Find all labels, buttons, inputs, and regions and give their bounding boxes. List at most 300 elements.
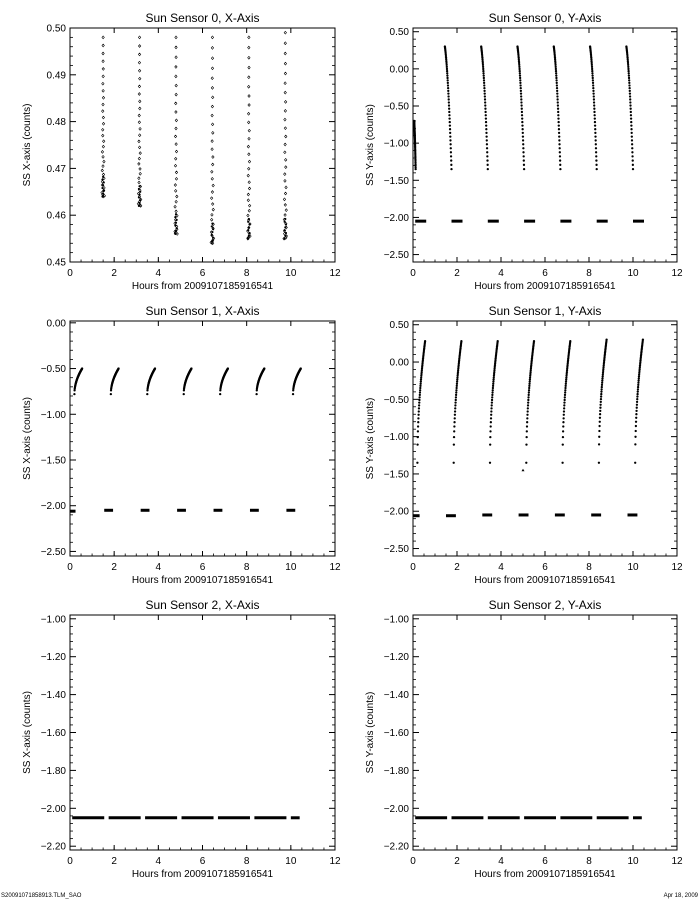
- data-point: [627, 70, 629, 72]
- data-point: [138, 36, 140, 39]
- data-point: [211, 140, 213, 143]
- data-point: [519, 77, 521, 79]
- y-tick-label: −1.00: [40, 614, 66, 626]
- data-point: [284, 173, 286, 176]
- data-point: [592, 77, 594, 79]
- data-point: [599, 413, 601, 415]
- data-point-dense: [247, 221, 249, 223]
- data-point: [446, 66, 448, 68]
- data-point: [449, 121, 451, 123]
- data-point: [598, 443, 600, 445]
- data-point: [212, 131, 214, 134]
- data-point: [175, 200, 177, 203]
- data-point: [424, 340, 426, 342]
- data-point: [418, 399, 420, 401]
- data-point: [565, 381, 567, 383]
- data-point: [600, 388, 602, 390]
- data-point: [521, 121, 523, 123]
- data-point: [522, 132, 524, 134]
- data-point: [636, 404, 638, 406]
- data-point: [212, 156, 214, 159]
- y-tick-label: −2.20: [40, 841, 66, 853]
- data-point: [211, 57, 213, 60]
- data-point: [594, 128, 596, 130]
- plot-frame: [413, 321, 677, 556]
- data-point: [174, 184, 176, 187]
- panel-3: [22, 304, 341, 586]
- data-point: [628, 84, 630, 86]
- y-tick-label: −1.40: [383, 690, 409, 702]
- data-point: [138, 177, 140, 180]
- x-tick-label: 0: [67, 268, 73, 279]
- data-point-dense: [174, 224, 176, 226]
- data-point-dense: [248, 226, 250, 228]
- data-point: [528, 389, 530, 391]
- data-point: [526, 417, 528, 419]
- data-point: [521, 117, 523, 119]
- data-point: [528, 387, 530, 389]
- data-point: [138, 146, 140, 149]
- data-point: [248, 187, 250, 190]
- x-tick-label: 4: [155, 268, 162, 279]
- data-point: [523, 164, 525, 166]
- data-point: [102, 60, 104, 63]
- data-point: [448, 108, 450, 110]
- data-point: [248, 153, 250, 156]
- data-point: [248, 104, 250, 107]
- data-point: [102, 68, 104, 71]
- data-point: [630, 108, 632, 110]
- y-tick-label: −1.60: [40, 728, 66, 739]
- data-point: [483, 84, 485, 86]
- data-point: [523, 155, 525, 157]
- data-point: [595, 155, 597, 157]
- data-point: [284, 100, 286, 103]
- data-point: [211, 36, 213, 39]
- data-point: [559, 168, 561, 170]
- data-point: [175, 93, 177, 96]
- data-point: [247, 199, 249, 202]
- data-point: [102, 103, 104, 106]
- data-point: [522, 135, 524, 137]
- data-point: [139, 107, 141, 110]
- y-tick-label: −2.00: [40, 501, 66, 513]
- data-point: [593, 98, 595, 100]
- data-point: [600, 398, 602, 400]
- data-point: [591, 72, 593, 74]
- data-point: [592, 90, 594, 92]
- y-tick-label: −2.50: [383, 544, 409, 556]
- data-point: [564, 391, 566, 393]
- data-point-dense: [248, 218, 250, 220]
- data-point-dense: [175, 213, 177, 215]
- data-point: [593, 108, 595, 110]
- data-point-dense: [247, 238, 249, 240]
- data-point: [482, 64, 484, 66]
- data-point: [417, 417, 419, 419]
- data-point: [591, 70, 593, 72]
- data-point: [492, 383, 494, 385]
- data-point-dense: [103, 190, 105, 192]
- data-point: [520, 101, 522, 103]
- data-point: [419, 387, 421, 389]
- y-tick-label: 0.46: [46, 210, 66, 222]
- y-tick-label: −2.50: [383, 250, 409, 262]
- data-point: [632, 164, 634, 166]
- y-tick-label: 0.00: [389, 357, 409, 369]
- data-point-dense: [102, 193, 104, 195]
- y-tick-label: 0.00: [389, 64, 409, 76]
- data-point: [483, 90, 485, 92]
- data-point: [632, 159, 634, 161]
- y-axis-label: SS X-axis (counts): [22, 691, 33, 774]
- x-tick-label: 10: [285, 856, 297, 867]
- data-point: [520, 104, 522, 106]
- data-point: [558, 139, 560, 141]
- panel-5: [22, 598, 341, 880]
- data-point: [564, 389, 566, 391]
- data-point: [449, 132, 451, 134]
- data-point: [629, 92, 631, 94]
- data-point: [631, 135, 633, 137]
- y-tick-label: −1.20: [40, 652, 66, 664]
- data-point: [528, 391, 530, 393]
- data-point: [487, 164, 489, 166]
- data-point: [599, 417, 601, 419]
- data-point: [456, 381, 458, 383]
- data-point-dense: [175, 222, 177, 224]
- data-point: [555, 74, 557, 76]
- data-point: [456, 379, 458, 381]
- y-tick-label: −1.50: [383, 469, 409, 481]
- data-point-dense: [285, 232, 287, 234]
- data-point: [598, 425, 600, 427]
- data-point: [634, 462, 636, 464]
- data-point: [102, 155, 104, 158]
- data-point: [454, 407, 456, 409]
- data-point: [211, 191, 213, 194]
- data-point: [599, 410, 601, 412]
- data-point: [556, 92, 558, 94]
- data-point-dense: [248, 235, 250, 237]
- data-point: [453, 425, 455, 427]
- data-point: [522, 143, 524, 145]
- data-point: [629, 95, 631, 97]
- data-point: [522, 147, 524, 149]
- data-point: [418, 396, 420, 398]
- data-point: [447, 79, 449, 81]
- y-tick-label: 0.50: [389, 320, 409, 332]
- data-point: [175, 127, 177, 130]
- data-point: [211, 77, 213, 80]
- data-point: [600, 393, 602, 395]
- data-point: [447, 84, 449, 86]
- data-point: [637, 386, 639, 388]
- data-point: [632, 168, 634, 170]
- data-point: [454, 414, 456, 416]
- data-point-dense: [285, 223, 287, 225]
- data-point: [528, 385, 530, 387]
- data-point: [564, 399, 566, 401]
- data-point: [247, 145, 249, 148]
- data-point: [595, 143, 597, 145]
- data-point: [601, 386, 603, 388]
- x-tick-label: 4: [155, 856, 162, 867]
- data-point: [521, 114, 523, 116]
- y-tick-label: 0.00: [46, 318, 66, 330]
- data-point: [248, 36, 250, 39]
- data-point: [636, 401, 638, 403]
- data-point: [175, 150, 177, 153]
- data-point: [248, 137, 250, 140]
- data-point: [102, 110, 104, 113]
- data-point: [139, 127, 141, 130]
- data-point: [102, 75, 104, 78]
- data-point: [557, 111, 559, 113]
- data-point: [447, 95, 449, 97]
- data-point: [601, 384, 603, 386]
- data-point: [420, 383, 422, 385]
- data-point: [519, 84, 521, 86]
- data-point: [558, 124, 560, 126]
- data-point: [102, 36, 104, 39]
- data-point: [489, 436, 491, 438]
- data-point: [138, 140, 140, 143]
- data-point: [492, 379, 494, 381]
- x-axis-label: Hours from 2009107185916541: [131, 281, 274, 292]
- data-point: [522, 151, 524, 153]
- data-point: [454, 417, 456, 419]
- data-point: [629, 101, 631, 103]
- data-point: [564, 394, 566, 396]
- data-point: [211, 67, 213, 70]
- x-tick-label: 12: [329, 562, 341, 573]
- y-axis-label: SS X-axis (counts): [22, 397, 33, 480]
- data-point: [631, 132, 633, 134]
- data-point: [557, 101, 559, 103]
- chart-title: Sun Sensor 0, X-Axis: [145, 11, 260, 25]
- data-point: [248, 209, 250, 212]
- data-point: [175, 46, 177, 49]
- x-axis-label: Hours from 2009107185916541: [131, 869, 274, 880]
- y-tick-label: −0.50: [383, 101, 409, 113]
- data-point: [600, 395, 602, 397]
- data-point: [518, 68, 520, 70]
- data-point: [518, 64, 520, 66]
- data-point: [593, 101, 595, 103]
- data-point-dense: [138, 205, 140, 207]
- data-point: [489, 430, 491, 432]
- data-point: [484, 95, 486, 97]
- x-tick-label: 4: [498, 856, 504, 867]
- x-tick-label: 4: [498, 562, 504, 573]
- data-point-dense: [174, 233, 176, 235]
- data-point: [117, 367, 119, 369]
- data-point: [593, 114, 595, 116]
- data-point: [628, 82, 630, 84]
- data-point-dense: [103, 181, 105, 183]
- data-point: [630, 121, 632, 123]
- data-point: [593, 111, 595, 113]
- data-point: [416, 462, 418, 464]
- x-tick-label: 8: [586, 562, 592, 573]
- x-tick-label: 8: [586, 268, 592, 279]
- data-point: [255, 393, 257, 395]
- x-tick-label: 0: [410, 268, 416, 279]
- data-point: [483, 82, 485, 84]
- footer-file-name: S20091071858913.TLM_SAO: [1, 893, 82, 899]
- data-point: [520, 95, 522, 97]
- data-point: [598, 436, 600, 438]
- data-point: [211, 123, 213, 126]
- data-point: [211, 114, 213, 117]
- data-point: [455, 394, 457, 396]
- data-point: [453, 421, 455, 423]
- data-point: [628, 74, 630, 76]
- data-point: [453, 436, 455, 438]
- data-point: [284, 31, 286, 34]
- data-point: [527, 404, 529, 406]
- data-point: [450, 168, 452, 170]
- data-point: [557, 114, 559, 116]
- data-point: [555, 72, 557, 74]
- data-point: [486, 155, 488, 157]
- data-point: [248, 181, 250, 184]
- data-point: [486, 159, 488, 161]
- data-point-dense: [212, 228, 214, 230]
- y-tick-label: 0.48: [46, 117, 66, 129]
- y-tick-label: −1.40: [40, 690, 66, 702]
- y-tick-label: −2.20: [383, 841, 409, 853]
- data-point: [487, 168, 489, 170]
- data-point: [635, 430, 637, 432]
- data-point: [174, 164, 176, 167]
- data-point-dense: [284, 226, 286, 228]
- data-point: [631, 139, 633, 141]
- data-point: [519, 79, 521, 81]
- data-point: [605, 339, 607, 341]
- data-point: [599, 421, 601, 423]
- data-point: [483, 74, 485, 76]
- data-point: [139, 168, 141, 171]
- data-point: [284, 62, 286, 65]
- data-point: [490, 425, 492, 427]
- data-point: [247, 121, 249, 124]
- data-point: [629, 90, 631, 92]
- data-point: [490, 410, 492, 412]
- data-point: [484, 98, 486, 100]
- data-point: [285, 135, 287, 138]
- data-point: [596, 168, 598, 170]
- data-point: [628, 87, 630, 89]
- x-tick-label: 2: [454, 856, 460, 867]
- data-point: [526, 414, 528, 416]
- data-point: [598, 430, 600, 432]
- data-point: [594, 117, 596, 119]
- data-point: [593, 95, 595, 97]
- data-point-dense: [284, 221, 286, 223]
- data-point: [595, 147, 597, 149]
- chart-title: Sun Sensor 1, X-Axis: [145, 304, 260, 318]
- data-point: [556, 82, 558, 84]
- x-axis-label: Hours from 2009107185916541: [474, 575, 616, 586]
- data-point: [248, 56, 250, 59]
- data-point-dense: [248, 223, 250, 225]
- data-point: [526, 425, 528, 427]
- data-point: [490, 407, 492, 409]
- data-point: [138, 181, 140, 184]
- data-point: [212, 208, 214, 211]
- data-point: [556, 87, 558, 89]
- y-tick-label: −0.50: [383, 394, 409, 406]
- data-point: [518, 66, 520, 68]
- data-point: [455, 399, 457, 401]
- data-point: [210, 218, 212, 221]
- data-point-dense: [284, 238, 286, 240]
- data-point: [490, 417, 492, 419]
- data-point: [446, 64, 448, 66]
- data-point: [138, 114, 140, 117]
- y-tick-label: −1.20: [383, 652, 409, 664]
- data-point: [492, 385, 494, 387]
- data-point: [492, 387, 494, 389]
- x-tick-label: 8: [243, 562, 250, 573]
- data-point: [417, 430, 419, 432]
- data-point: [491, 399, 493, 401]
- data-point: [448, 111, 450, 113]
- data-point: [636, 398, 638, 400]
- data-point: [414, 168, 416, 170]
- data-point: [521, 111, 523, 113]
- data-point: [555, 77, 557, 79]
- data-point: [485, 117, 487, 119]
- data-point: [594, 124, 596, 126]
- data-point: [102, 134, 104, 137]
- data-point: [599, 407, 601, 409]
- data-point: [138, 93, 140, 96]
- x-tick-label: 6: [199, 268, 206, 279]
- data-point: [449, 143, 451, 145]
- data-point: [146, 393, 148, 395]
- data-point: [247, 174, 249, 177]
- data-point: [460, 340, 462, 342]
- data-point: [601, 378, 603, 380]
- data-point: [446, 68, 448, 70]
- data-point: [485, 121, 487, 123]
- data-point: [521, 124, 523, 126]
- data-point: [489, 443, 491, 445]
- panel-6: [365, 598, 683, 880]
- data-point: [284, 72, 286, 75]
- x-tick-label: 0: [410, 562, 416, 573]
- data-point: [561, 462, 563, 464]
- data-point: [446, 72, 448, 74]
- data-point: [101, 169, 103, 172]
- data-point: [485, 128, 487, 130]
- data-point: [102, 96, 104, 99]
- data-point: [248, 95, 250, 98]
- data-point: [486, 147, 488, 149]
- data-point: [484, 101, 486, 103]
- data-point: [175, 36, 177, 39]
- data-point: [183, 393, 185, 395]
- data-point: [417, 436, 419, 438]
- x-tick-label: 10: [627, 562, 639, 573]
- data-point: [636, 407, 638, 409]
- data-point: [520, 87, 522, 89]
- data-point: [284, 179, 286, 182]
- data-point: [285, 186, 287, 189]
